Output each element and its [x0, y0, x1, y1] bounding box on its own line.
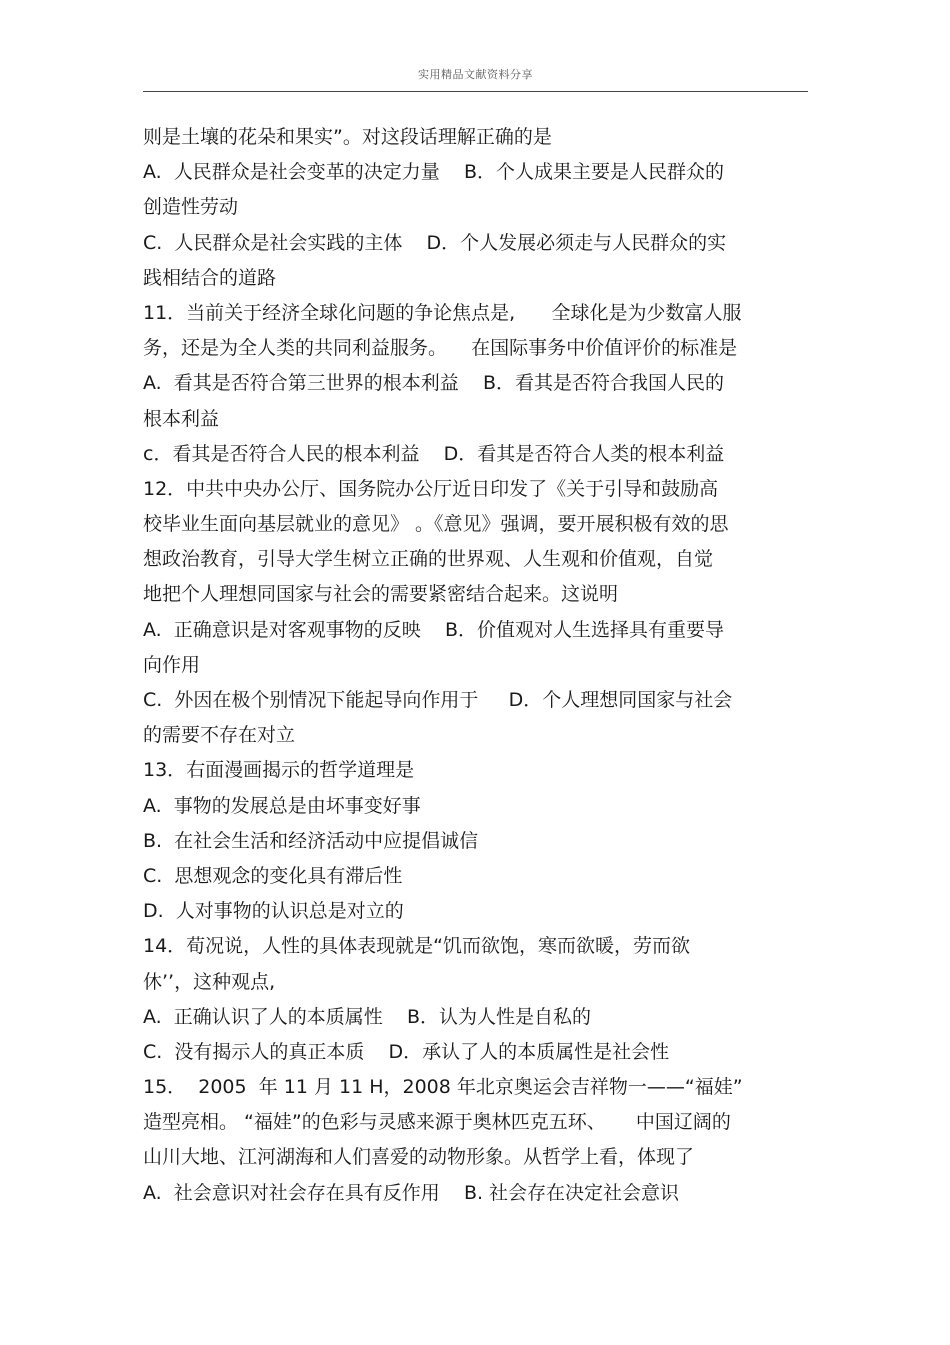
- page-header: 实用精品文献资料分享: [418, 68, 533, 81]
- text-line: A. 正确认识了人的本质属性 B．认为人性是自私的: [143, 1005, 591, 1028]
- text-line: A. 社会意识对社会存在具有反作用 B. 社会存在决定社会意识: [143, 1181, 680, 1204]
- text-line: 造型亮相。 “福娃”的色彩与灵感来源于奥林匹克五环、 中国辽阔的: [143, 1111, 731, 1134]
- text-line: 地把个人理想同国家与社会的需要紧密结合起来。这说明: [143, 583, 619, 606]
- text-line: D. 人对事物的认识总是对立的: [143, 900, 404, 923]
- question-11: 11．当前关于经济全球化问题的争论焦点是, 全球化是为少数富人服: [143, 301, 742, 324]
- text-line: 务，还是为全人类的共同利益服务。 在国际事务中价值评价的标准是: [143, 337, 738, 360]
- text-line: A. 正确意识是对客观事物的反映 B．价值观对人生选择具有重要导: [143, 618, 724, 641]
- question-15: 15． 2005 年 11 月 11 H，2008 年北京奥运会吉祥物一——“福娃”: [143, 1076, 743, 1099]
- question-13: 13．右面漫画揭示的哲学道理是: [143, 759, 415, 782]
- text-line: 向作用: [143, 653, 201, 676]
- text-line: A. 看其是否符合第三世界的根本利益 B．看其是否符合我国人民的: [143, 372, 724, 395]
- text-line: 则是土壤的花朵和果实”。对这段话理解正确的是: [143, 126, 552, 148]
- text-line: A. 事物的发展总是由坏事变好事: [143, 794, 421, 817]
- text-line: 根本利益: [143, 407, 220, 430]
- header-divider: [143, 91, 808, 92]
- text-line: A. 人民群众是社会变革的决定力量 B．个人成果主要是人民群众的: [143, 161, 724, 184]
- text-line: 山川大地、江河湖海和人们喜爱的动物形象。从哲学上看，体现了: [143, 1146, 695, 1169]
- text-line: 休’’，这种观点,: [143, 970, 276, 993]
- text-line: 校毕业生面向基层就业的意见》 。《意见》强调，要开展积极有效的思: [143, 513, 729, 536]
- question-14: 14．荀况说，人性的具体表现就是“饥而欲饱，寒而欲暖，劳而欲: [143, 935, 691, 958]
- text-line: c．看其是否符合人民的根本利益 D．看其是否符合人类的根本利益: [143, 442, 725, 465]
- text-line: 的需要不存在对立: [143, 724, 296, 747]
- text-line: 践相结合的道路: [143, 266, 277, 289]
- text-line: 想政治教育，引导大学生树立正确的世界观、人生观和价值观，自觉: [143, 548, 714, 571]
- text-line: C. 没有揭示人的真正本质 D．承认了人的本质属性是社会性: [143, 1040, 670, 1063]
- text-line: B. 在社会生活和经济活动中应提倡诚信: [143, 829, 479, 852]
- text-line: C. 外因在极个别情况下能起导向作用于 D．个人理想同国家与社会: [143, 689, 733, 711]
- question-12: 12．中共中央办公厅、国务院办公厅近日印发了《关于引导和鼓励高: [143, 477, 719, 500]
- text-line: C. 思想观念的变化具有滞后性: [143, 864, 403, 887]
- text-line: 创造性劳动: [143, 196, 239, 219]
- text-line: C. 人民群众是社会实践的主体 D．个人发展必须走与人民群众的实: [143, 231, 727, 254]
- document-body: [143, 120, 813, 1211]
